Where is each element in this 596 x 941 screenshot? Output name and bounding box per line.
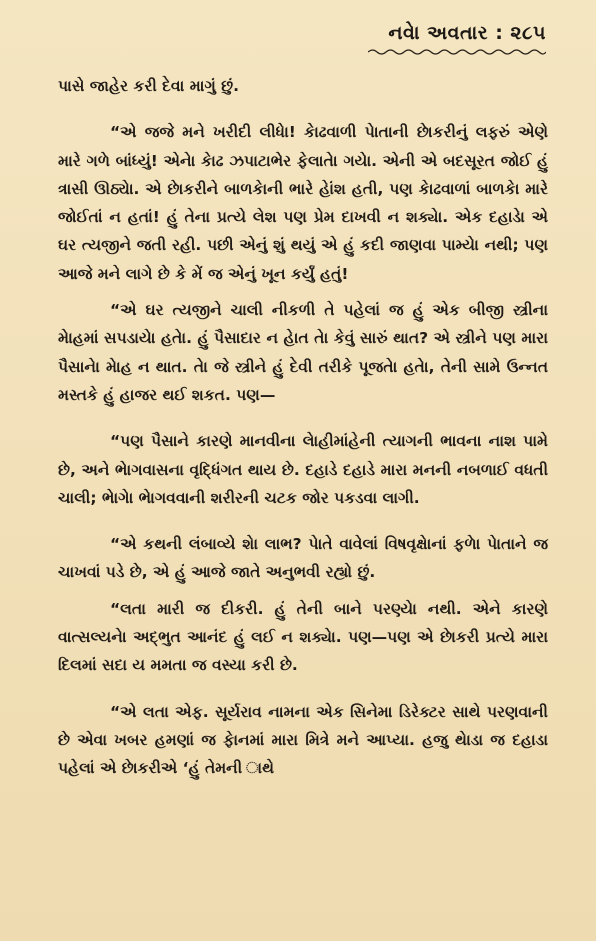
paragraph: “લતા મારી જ દીકરી. હું તેની બાને પરણ્યેા નથી. એને કારણે વાત્સલ્યનેા અદ્ભુત આનંદ હું લઈ ન શક્યેા. પણ—પણ એ છેાકરી પ્રત્યે મારા દિલમાં સદા ય મમતા જ વસ્યા કરી છે.	[58, 599, 548, 675]
paragraph: “એ લતા એફ. સૂર્યરાવ નામના એક સિનેમા ડિરેક્ટર સાથે પરણવાની છે એવા ખબર હમણાં જ ફેાનમાં મારા મિત્રે મને આપ્યા. હજુ થેાડા જ દહાડા પહેલાં એ છેાકરીએ ‘હું તેમની ાથે	[58, 702, 548, 778]
paragraph: “પણ પૈસાને કારણે માનવીના લેાહીમાંહેની ત્યાગની ભાવના નાશ પામે છે, અને ભેાગવાસના વૃદ્ધિંગત થાય છે. દહાડે દહાડે મારા મનની નબળાઈ વધતી ચાલી; ભેાગેા ભેાગવવાની શરીરની ચટક જોર પકડવા લાગી.	[58, 432, 548, 507]
page-header-title: નવેા અવતાર : ૨૮૫	[388, 22, 546, 44]
header-wavy-rule	[368, 48, 546, 56]
paragraph-continuation: પાસે જાહેર કરી દેવા માગું છું.	[58, 77, 240, 95]
paragraph: “એ કથની લંબાવ્યે શેા લાભ? પેાતે વાવેલાં વિષવૃક્ષેાનાં ફળેા પેાતાને જ ચાખવાં પડે છે, એ હું આજે જાતે અનુભવી રહ્યો છું.	[58, 535, 548, 582]
running-header	[388, 22, 546, 44]
paragraph: “એ ઘર ત્યજીને ચાલી નીકળી તે પહેલાં જ હું એક બીજી સ્ત્રીના મેાહમાં સપડાયેા હતેા. હું પૈસાદાર ન હેાત તેા કેવું સારું થાત? એ સ્ત્રીને પણ મારા પૈસાનેા મેાહ ન થાત. તેા જે સ્ત્રીને હું દેવી તરીકે પૂજતેા હતેા, તેની સામે ઉન્નત મસ્તકે હું હાજર થઈ શકત. પણ—	[58, 301, 548, 404]
page-body	[58, 64, 548, 783]
paragraph: “એ જજે મને ખરીદી લીધેા! કેાઢવાળી પેાતાની છેાકરીનું લફરું એણે મારે ગળે બાંધ્યું! એનેા કેાઢ ઝપાટાભેર ફેલાતેા ગયેા. એની એ બદસૂરત જોઈ હું ત્રાસી ઊઠ્યેા. એ છેાકરીને બાળકેાની ભારે હેાંશ હતી, પણ કેાઢવાળાં બાળકેા મારે જોઈતાં ન હતાં! હું તેના પ્રત્યે લેશ પણ પ્રેમ દાખવી ન શક્યેા. એક દહાડેા એ ઘર ત્યજીને જતી રહી. પછી એનું શું થયું એ હું કદી જાણવા પામ્યેા નથી; પણ આજે મને લાગે છે કે મેં જ એનું ખૂન કર્યું હતું!	[58, 123, 548, 283]
